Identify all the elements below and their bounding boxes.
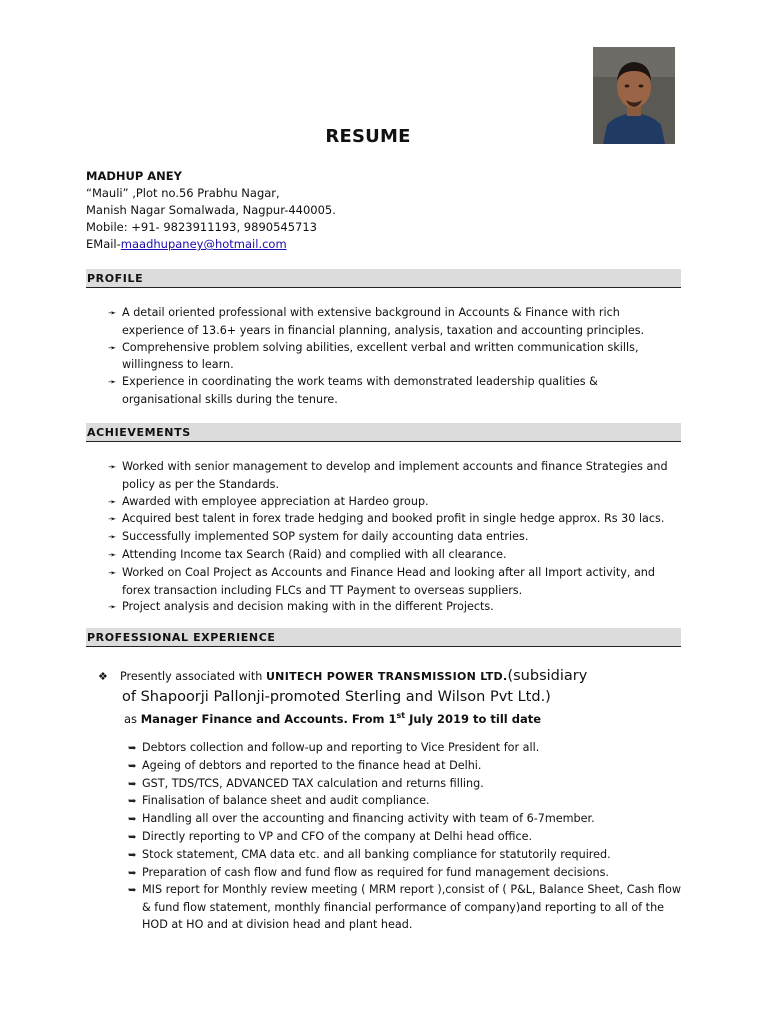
candidate-name: MADHUP ANEY (86, 169, 182, 183)
arrow-bullet-icon: ➥ (128, 778, 137, 790)
section-heading-profile: PROFILE (86, 269, 681, 288)
achievements-list (98, 459, 678, 617)
hand-pointer-icon: ➛ (108, 308, 117, 319)
arrow-bullet-icon: ➥ (128, 849, 137, 861)
list-item: ➥ Handling all over the accounting and financing activity with team of 6-7member. (128, 811, 688, 829)
address-line-1: “Mauli” ,Plot no.56 Prabhu Nagar, (86, 186, 280, 200)
list-item: ➛ Experience in coordinating the work teams with demonstrated leadership qualities & organisational skills during the tenure. (108, 375, 598, 406)
arrow-bullet-icon: ➥ (128, 831, 137, 843)
list-item: ➥ Directly reporting to VP and CFO of the company at Delhi head office. (128, 829, 688, 847)
list-item: ➥ GST, TDS/TCS, ADVANCED TAX calculation and returns filling. (128, 776, 688, 794)
diamond-bullet-icon: ❖ (98, 670, 108, 683)
email-row (86, 236, 336, 253)
list-item: ➛ Successfully implemented SOP system for daily accounting data entries. (98, 529, 678, 547)
email-link[interactable]: maadhupaney@hotmail.com (120, 237, 287, 251)
list-item: ➛ Worked on Coal Project as Accounts and Finance Head and looking after all Import activity, and forex transaction including FLCs and TT Payment to overseas suppliers. (108, 565, 656, 597)
profile-list (98, 305, 678, 409)
arrow-bullet-icon: ➥ (128, 760, 137, 772)
list-item: ➥ Debtors collection and follow-up and reporting to Vice President for all. (128, 740, 688, 758)
arrow-bullet-icon: ➥ (128, 814, 137, 826)
email-label: EMail- (86, 237, 121, 251)
arrow-bullet-icon: ➥ (128, 885, 137, 897)
list-item: ➛ Attending Income tax Search (Raid) and complied with all clearance. (98, 547, 678, 565)
mobile-numbers: Mobile: +91- 9823911193, 9890545713 (86, 220, 317, 234)
list-item: ➥ Preparation of cash flow and fund flow as required for fund management decisions. (128, 865, 688, 883)
page-title: RESUME (325, 126, 411, 147)
section-heading-experience: PROFESSIONAL EXPERIENCE (86, 628, 681, 647)
subsidiary-open: (subsidiary (507, 668, 588, 684)
address-line-2: Manish Nagar Somalwada, Nagpur-440005. (86, 203, 336, 217)
subsidiary-line: of Shapoorji Pallonji-promoted Sterling and Wilson Pvt Ltd.) (122, 689, 551, 705)
list-item: ➥ Stock statement, CMA data etc. and all banking compliance for statutorily required. (128, 847, 688, 865)
hand-pointer-icon: ➛ (108, 514, 117, 526)
hand-pointer-icon: ➛ (108, 567, 117, 579)
contact-block (86, 168, 336, 253)
list-item: ➥ MIS report for Monthly review meeting ( MRM report ),consist of ( P&L, Balance Sheet, Cash flow & fund flow statement, monthly financial performance of company)and reporting to all of the HOD at HO and at division head and plant head. (128, 883, 681, 931)
company-name: UNITECH POWER TRANSMISSION LTD. (265, 670, 508, 683)
list-item: ➛ Comprehensive problem solving abilities, excellent verbal and written communication skills, willingness to learn. (108, 340, 639, 372)
list-item: ➥ Ageing of debtors and reported to the finance head at Delhi. (128, 758, 688, 776)
hand-pointer-icon: ➛ (108, 532, 117, 544)
hand-pointer-icon: ➛ (108, 549, 117, 561)
section-heading-achievements: ACHIEVEMENTS (86, 423, 681, 442)
arrow-bullet-icon: ➥ (128, 743, 137, 754)
arrow-bullet-icon: ➥ (128, 867, 137, 879)
list-item: ➛ Project analysis and decision making with in the different Projects. (98, 599, 678, 617)
hand-pointer-icon: ➛ (108, 496, 117, 508)
hand-pointer-icon: ➛ (108, 602, 117, 614)
arrow-bullet-icon: ➥ (128, 796, 137, 808)
experience-intro (98, 666, 698, 728)
role-title: Manager Finance and Accounts. From 1st July 2019 to till date (140, 711, 542, 726)
list-item: ➛ Awarded with employee appreciation at Hardeo group. (98, 494, 678, 512)
list-item: ➛ Worked with senior management to develop and implement accounts and finance Strategies and policy as per the Standards. (108, 460, 668, 491)
hand-pointer-icon: ➛ (108, 377, 117, 389)
role-line: as Manager Finance and Accounts. From 1st July 2019 to till date (124, 711, 542, 726)
intro-prefix: Presently associated with (120, 670, 266, 683)
hand-pointer-icon: ➛ (108, 462, 117, 473)
list-item: ➛ A detail oriented professional with extensive background in Accounts & Finance with rich experience of 13.6+ years in financial planning, analysis, taxation and accounting principles. (108, 306, 645, 337)
hand-pointer-icon: ➛ (108, 342, 117, 354)
list-item: ➛ Acquired best talent in forex trade hedging and booked profit in single hedge approx. Rs 30 lacs. (98, 511, 678, 529)
list-item: ➥ Finalisation of balance sheet and audit compliance. (128, 793, 688, 811)
duties-list (128, 740, 688, 934)
